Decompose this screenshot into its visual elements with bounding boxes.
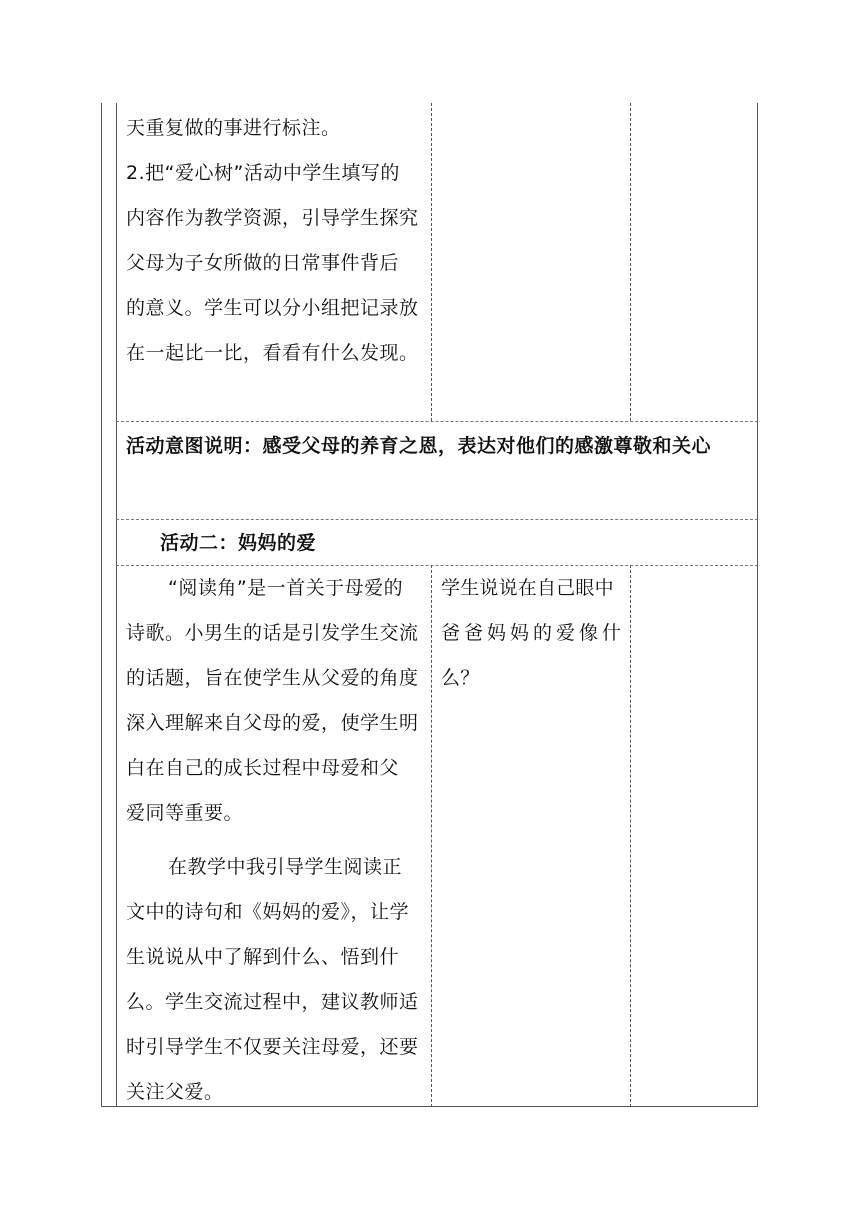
row1-line-4: 父母为子女所做的日常事件背后 [126, 252, 400, 274]
row2-p2-line-5: 时引导学生不仅要关注母爱，还要 [126, 1036, 419, 1058]
row2-p1-line-1: “阅读角”是一首关于母爱的 [168, 577, 404, 599]
row2-p1-line-6: 爱同等重要。 [126, 802, 244, 824]
activity-intent-text: 活动意图说明：感受父母的养育之恩，表达对他们的感激尊敬和关心 [126, 435, 712, 457]
column-divider-1-bottom [431, 565, 432, 1107]
row2-p2-line-1: 在教学中我引导学生阅读正 [168, 856, 403, 878]
row1-line-1: 天重复做的事进行标注。 [126, 117, 341, 139]
table-left-border-inner [116, 103, 117, 1107]
row-divider-1 [116, 421, 758, 422]
activity-title-cell [160, 521, 560, 566]
column-divider-2-top [630, 103, 631, 421]
row1-line-3: 内容作为教学资源，引导学生探究 [126, 207, 419, 229]
row2-col2-cell [441, 566, 625, 701]
column-divider-2-bottom [630, 565, 631, 1107]
table-left-border-outer [101, 103, 102, 1107]
row2-p2-line-4: 么。学生交流过程中，建议教师适 [126, 991, 419, 1013]
row1-col1-cell [126, 106, 426, 376]
activity-title-text: 活动二：妈妈的爱 [160, 532, 317, 554]
row2-p2-line-2: 文中的诗句和《妈妈的爱》，让学 [126, 901, 410, 923]
row2-col2-line-2: 爸爸妈妈的爱像什 [441, 622, 626, 644]
row2-p2-line-3: 生说说从中了解到什么、悟到什 [126, 946, 400, 968]
row2-p1-line-5: 白在自己的成长过程中母爱和父 [126, 757, 400, 779]
column-divider-1-top [431, 103, 432, 421]
row2-col2-line-1: 学生说说在自己眼中 [441, 577, 614, 599]
row2-p1-line-2: 诗歌。小男生的话是引发学生交流 [126, 622, 419, 644]
row1-line-6: 在一起比一比，看看有什么发现。 [126, 342, 419, 364]
row2-p1-line-4: 深入理解来自父母的爱，使学生明 [126, 712, 419, 734]
row2-p1-line-3: 的话题，旨在使学生从父爱的角度 [126, 667, 419, 689]
row-divider-2 [116, 519, 758, 520]
row2-col2-line-3: 么？ [441, 667, 480, 689]
activity-intent-cell [126, 424, 756, 469]
row2-p2-line-6: 关注父爱。 [126, 1081, 224, 1103]
row1-line-5: 的意义。学生可以分小组把记录放 [126, 297, 419, 319]
row2-col1-cell [126, 566, 426, 1115]
row1-line-2: 2.把“爱心树”活动中学生填写的 [126, 162, 400, 184]
